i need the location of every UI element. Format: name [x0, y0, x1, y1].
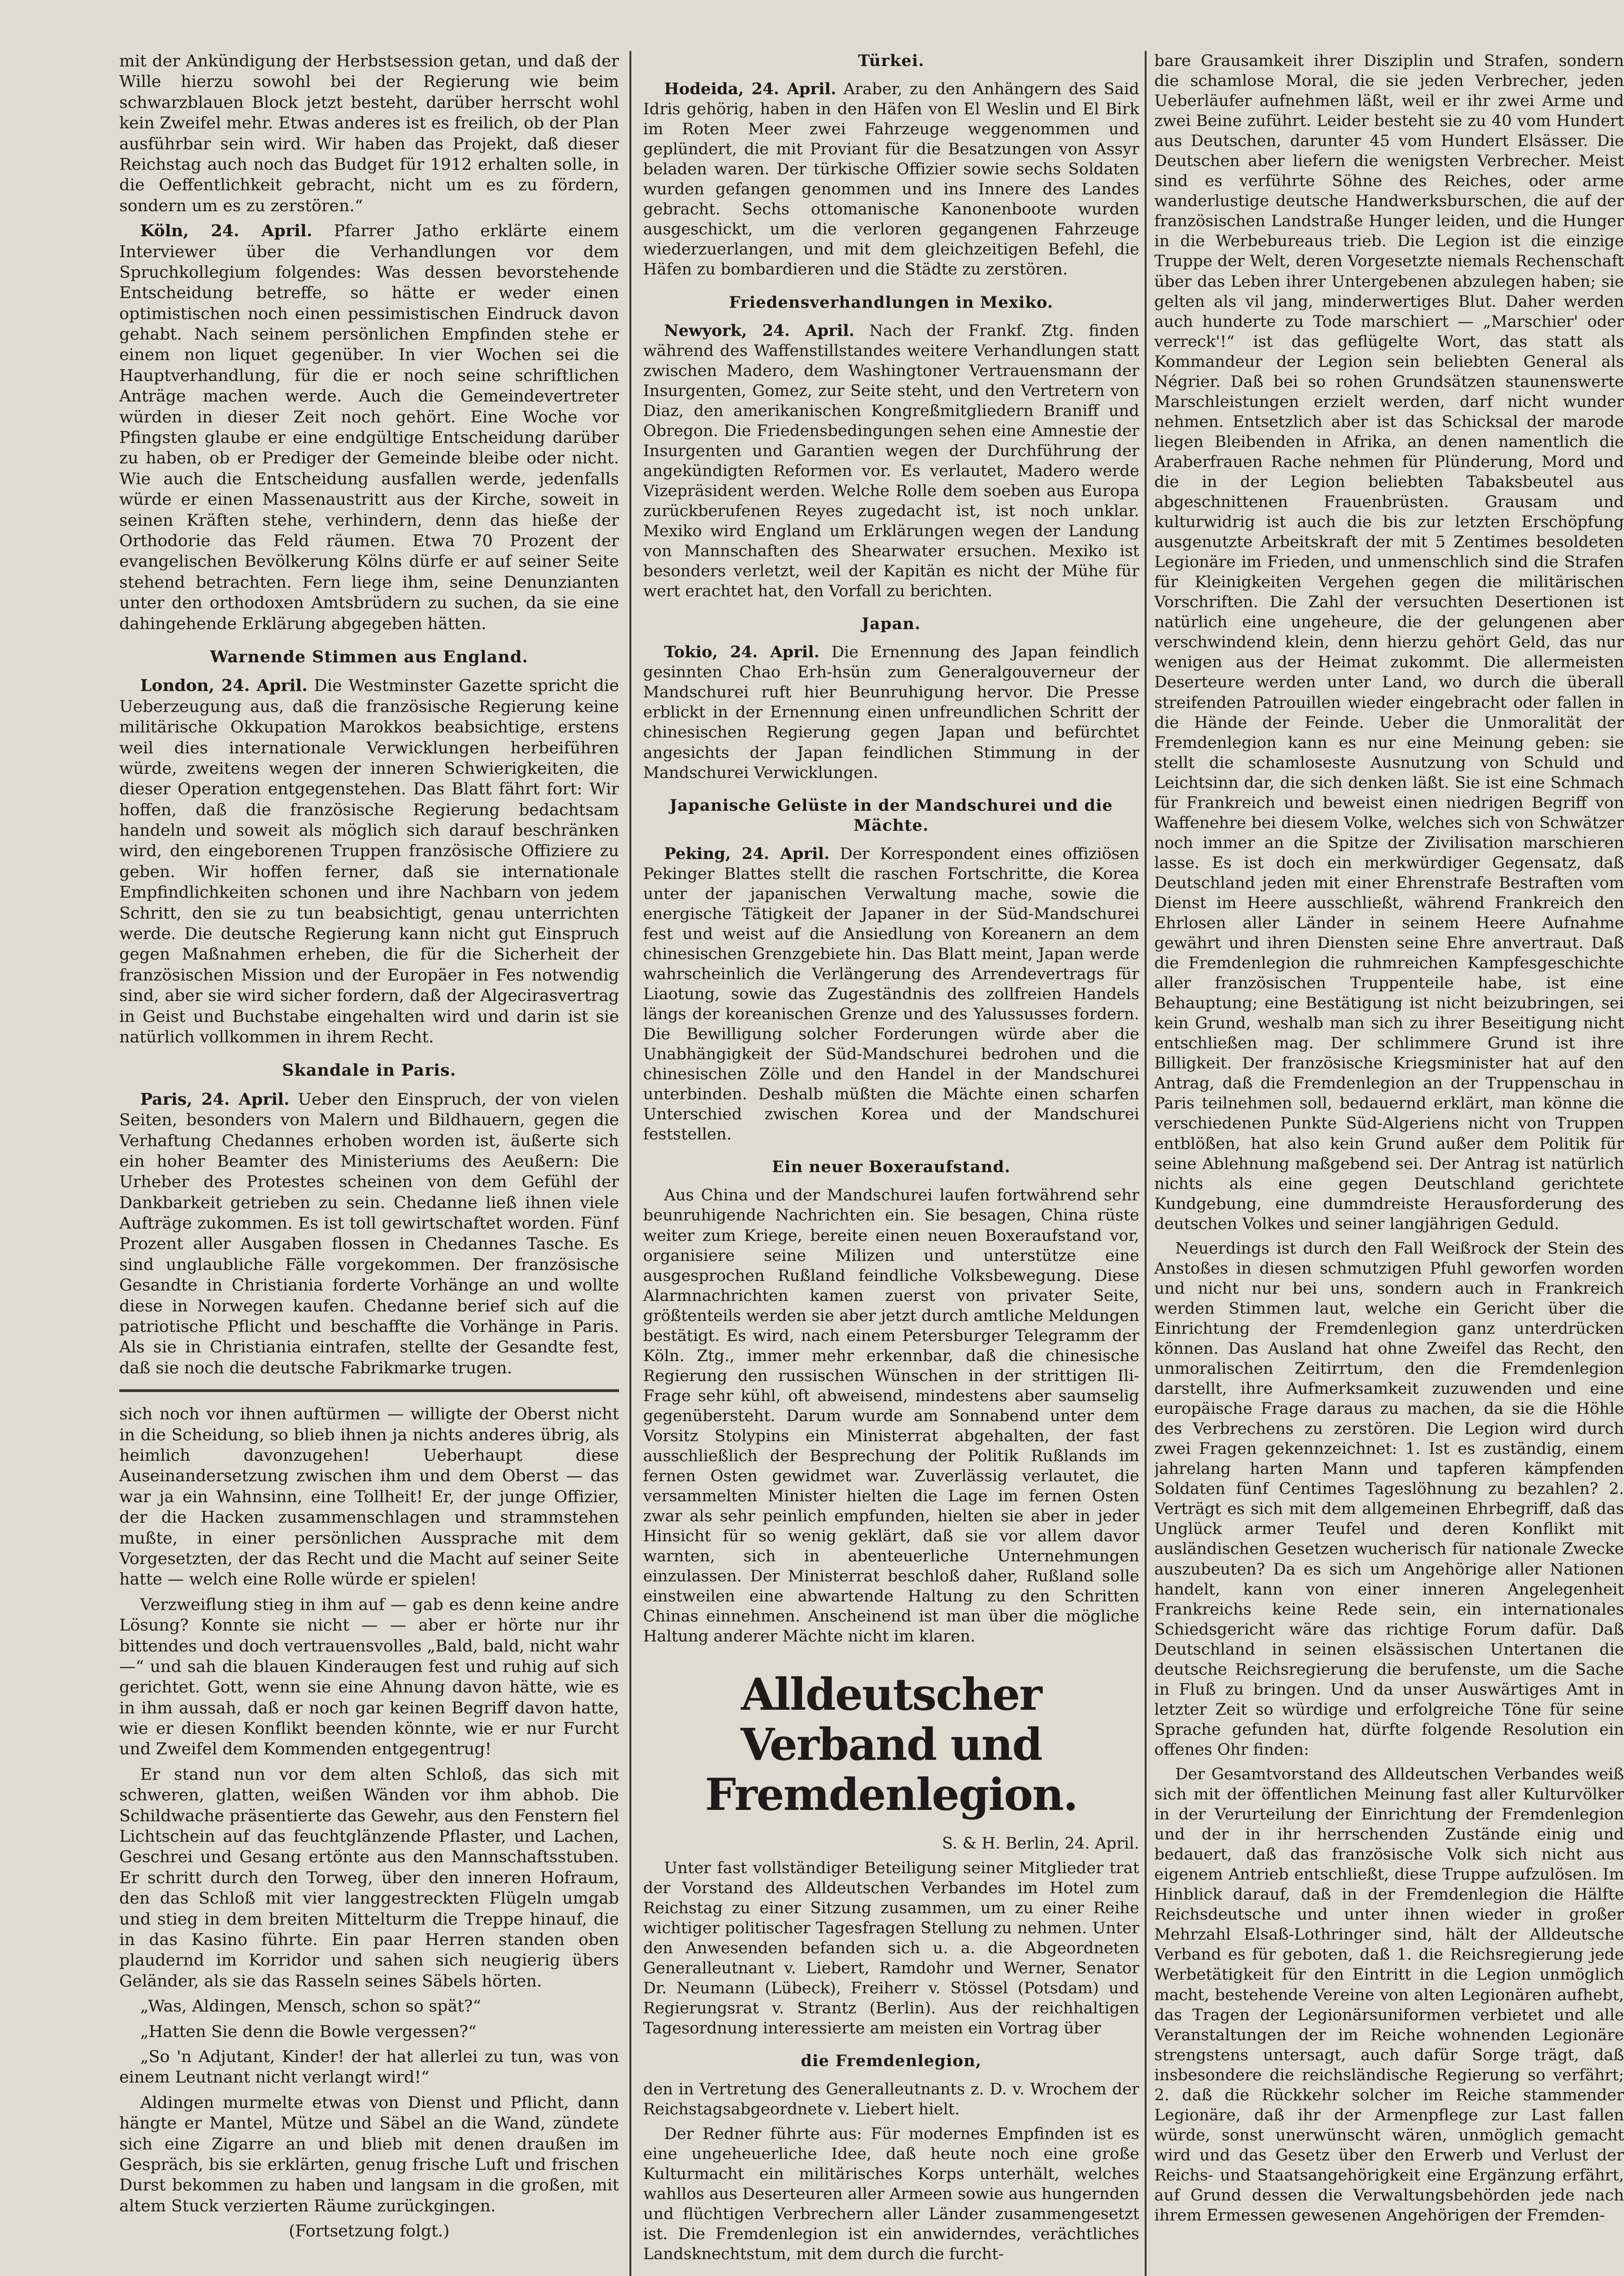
- article-text: Die Westminster Gazette spricht die Ueberzeugung aus, daß die französische Regierung keine militärische Okkupation Marokkos beabsichtige, erstens weil dies internationale Verwicklungen herbeiführen würde, zweitens wegen der inneren Schwierigkeiten, die dieser Operation entgegenstehen. Das Blatt fährt fort: Wir hoffen, daß die französische Regierung bedachtsam handeln und soweit als möglich sich darauf beschränken wird, den eingeborenen Truppen französische Offiziere zu geben. Wir hoffen ferner, daß sie internationale Empfindlichkeiten schonen und ihre Nachbarn von jedem Schritt, den sie zu tun beabsichtigt, genau unterrichten werde. Die deutsche Regierung kann nicht gut Einspruch gegen Maßnahmen erheben, die für die Sicherheit der französischen Mission und der Europäer in Fes notwendig sind, aber sie wird sicher fordern, daß der Algecirasvertrag in Geist und Buchstabe eingehalten wird und darin ist sie natürlich vollkommen in ihrem Recht.: [119, 676, 619, 1047]
- dateline: Paris, 24. April.: [140, 1089, 289, 1109]
- article-peking: [643, 844, 1139, 1145]
- dateline: Hodeida, 24. April.: [664, 80, 837, 99]
- column-rule-left: [629, 51, 631, 2276]
- article-text: Der Korrespondent eines offiziösen Pekinger Blattes stellt die raschen Fortschritte, die Korea unter der japanischen Verwaltung mache, sowie die energische Tätigkeit der Japaner in der Süd-Mandschurei fest und weist auf die Ansiedlung von Koreanern an dem chinesischen Grenzgebiete hin. Das Blatt meint, Japan werde wahrscheinlich die Verlängerung des Arrendevertrags für Liaotung, sowie das Zugeständnis des zollfreien Handels längs der koreanischen Grenze und des Yalussusses fordern. Die Bewilligung solcher Forderungen würde aber die Unabhängigkeit der Süd-Mandschurei bedrohen und die chinesischen Zölle und den Handel in der Mandschurei unterbinden. Deshalb müßten die Mächte einen scharfen Unterschied zwischen Korea und der Mandschurei feststellen.: [643, 844, 1139, 1144]
- article-text: Nach der Frankf. Ztg. finden während des Waffenstillstandes weitere Verhandlungen statt zwischen Madero, dem Washingtoner Vertrauensmann der Insurgenten, Gomez, zur Seite steht, und den Vertretern von Diaz, den amerikanischen Kongreßmitgliedern Braniff und Obregon. Die Friedensbedingungen sehen eine Amnestie der Insurgenten und Garantien wegen der Durchführung der angekündigten Reformen vor. Es verlautet, Madero werde Vizepräsident werden. Welche Rolle dem soeben aus Europa zurückberufenen Reyes zugedacht ist, ist noch unklar. Mexiko wird England um Erklärungen wegen der Landung von Mannschaften des Shearwater ersuchen. Mexiko ist besonders verletzt, weil der Kapitän es nicht der Mühe für wert erachtet hat, den Vorfall zu berichten.: [643, 321, 1139, 601]
- article-hodeida: [643, 79, 1139, 279]
- headline-japan: Japan.: [862, 615, 921, 634]
- feuilleton-paragraph: sich noch vor ihnen auftürmen — willigte der Oberst nicht in die Scheidung, so blieb ihnen ja nichts anderes übrig, als heimlich davonzugehen! Ueberhaupt diese Auseinandersetzung zwischen ihm und dem Oberst — das war ja ein Wahnsinn, eine Tollheit! Er, der junge Offizier, der die Hacken zusammenschlagen und strammstehen mußte, in einer persönlichen Aussprache mit dem Vorgesetzten, der das Recht und die Macht auf seiner Seite hatte — welch eine Rolle würde er spielen!: [119, 1405, 619, 1589]
- feuilleton-separator: [119, 1389, 619, 1392]
- dateline: Tokio, 24. April.: [664, 643, 820, 662]
- dateline: Köln, 24. April.: [140, 221, 313, 241]
- dateline: Newyork, 24. April.: [664, 321, 855, 340]
- article-berlin: Unter fast vollständiger Beteiligung seiner Mitglieder trat der Vorstand des Alldeutschen Verbandes im Hotel zum Reichstag zu einer Sitzung zusammen, um zu einer Reihe wichtiger politischer Tagesfragen Stellung zu nehmen. Unter den Anwesenden befanden sich u. a. die Abgeordneten Generalleutnant v. Liebert, Ramdohr und Werner, Senator Dr. Neumann (Lübeck), Freiherr v. Stössel (Potsdam) und Regierungsrat v. Strantz (Berlin). Aus der reichhaltigen Tagesordnung interessierte am meisten ein Vortrag über: [643, 1859, 1139, 2037]
- headline-paris: Skandale in Paris.: [282, 1061, 457, 1080]
- article-continuation: bare Grausamkeit ihrer Disziplin und Strafen, sondern die schamlose Moral, die sie jeden Verbrecher, jeden Ueberläufer aufnehmen läßt, weil er ihr zwei Arme und zwei Beine zuführt. Leider besteht sie zu 40 vom Hundert aus Deutschen, darunter 45 vom Hundert Elsässer. Die Deutschen aber liefern die wenigsten Verbrecher. Meist sind es verführte Söhne des Reiches, oder arme wanderlustige deutsche Handwerksburschen, die auf der französischen Landstraße Hunger leiden, und die Hunger in die Werbebureaus trieb. Die Legion ist die einzige Truppe der Welt, deren Vorgesetzte niemals Rechenschaft über das Leben ihrer Untergebenen abzulegen haben; sie gelten als vil jang, minderwertiges Blut. Daher werden auch hunderte zu Tode marschiert — „Marschier' oder verreck'!“ ist das geflügelte Wort, das statt als Kommandeur der Legion sein beliebten General als Négrier. Daß bei so rohen Grundsätzen staunenswerte Marschleistungen erzielt werden, darf nicht wunder nehmen. Entsetzlich aber ist das Schicksal der marode liegen Bleibenden in Afrika, an denen namentlich die Araberfrauen Rache nehmen für Plünderung, Mord und die in der Legion beliebten Tabaksbeutel aus abgeschnittenen Frauenbrüsten. Grausam und kulturwidrig ist auch die bis zur letzten Erschöpfung ausgenutzte Arbeitskraft der mit 5 Zentimes besoldeten Legionäre im Frieden, und unmenschlich sind die Strafen für Kleinigkeiten Vergehen gegen die militärischen Vorschriften. Die Zahl der versuchten Desertionen ist natürlich eine ungeheure, die der gelungenen aber verschwindend klein, denn hierzu gehört Geld, das nur wenigen aus der Heimat zukommt. Die allermeisten Deserteure werden unter Land, wo durch die überall streifenden Patrouillen wieder eingebracht oder fallen in die Hände der Feinde. Ueber die Unmoralität der Fremdenlegion kann es nur eine Meinung geben: sie stellt die schamloseste Ausnutzung von Schuld und Leichtsinn dar, die sich denken läßt. Sie ist eine Schmach für Frankreich und beweist einen niedrigen Begriff von Waffenehre bei diesem Volke, welches sich von Schwätzer noch immer an die Spitze der Zivilisation marschieren lasse. Es ist doch ein merkwürdiger Gegensatz, daß Deutschland jeden mit einer Ehrenstrafe Bestraften vom Dienst im Heere ausschließt, während Frankreich den Ehrlosen aller Länder in seinem Heere Aufnahme gewährt und ihren Diensten seine Ehre anvertraut. Daß die Fremdenlegion die ruhmreichen Kampfesgeschichte aller französischen Truppenteile habe, ist eine Behauptung; eine Bestätigung ist nicht beizubringen, sei kein Grund, weshalb man sich zu ihrer Beseitigung nicht entschließen mag. Der schlimmere Grund ist ihre Billigkeit. Der französische Kriegsminister hat auf den Antrag, daß die Fremdenlegion an der Truppenschau in Paris teilnehmen soll, bedauernd erklärt, man könne die verschiedenen Punkte Süd-Algeriens nicht von Truppen entblößen, hat also kein Grund außer dem Politik für seine Ablehnung maßgebend sei. Der Antrag ist natürlich nichts als eine gegen Deutschland gerichtete Kundgebung, eine dummdreiste Herausforderung des deutschen Volkes und seiner langjährigen Geduld.: [1154, 52, 1624, 1233]
- article-paragraph: den in Vertretung des Generalleutnants z. D. v. Wrochem der Reichstagsabgeordnete v. Liebert hielt.: [643, 2080, 1139, 2119]
- article-boxer: Aus China und der Mandschurei laufen fortwährend sehr beunruhigende Nachrichten ein. Sie besagen, China rüste weiter zum Kriege, bereite einen neuen Boxeraufstand vor, organisiere seine Milizen und unterstütze eine ausgesprochen Rußland feindliche Volksbewegung. Diese Alarmnachrichten kamen zuerst von privater Seite, größtenteils werden sie aber jetzt durch amtliche Meldungen bestätigt. Es wird, nach einem Petersburger Telegramm der Köln. Ztg., immer mehr erkennbar, daß die chinesische Regierung den russischen Wünschen in der strittigen Ili-Frage sehr kühl, oft abweisend, mindestens aber saumselig gegenübersteht. Darum wurde am Sonnabend unter dem Vorsitz Stolypins ein Ministerrat abgehalten, der fast ausschließlich der Besprechung der Politik Rußlands im fernen Osten gewidmet war. Zuverlässig verlautet, die versammelten Minister hielten die Lage im fernen Osten zwar als sehr peinlich empfunden, hielten sie aber in jeder Hinsicht für so wenig geklärt, daß sie vor allem davor warnten, sich in abenteuerliche Unternehmungen einzulassen. Der Ministerrat beschloß daher, Rußland solle einstweilen eine abwartende Haltung zu den Schritten Chinas einnehmen. Anscheinend ist man über die mögliche Haltung anderer Mächte nicht im klaren.: [643, 1186, 1139, 1646]
- article-text: Araber, zu den Anhängern des Said Idris gehörig, haben in den Häfen von El Weslin und El Birk im Roten Meer zwei Fahrzeuge weggenommen und geplündert, die mit Proviant für die Besatzungen von Assyr beladen waren. Der türkische Offizier sowie sechs Soldaten wurden gefangen genommen und ins Innere des Landes gebracht. Sechs ottomanische Kanonenboote wurden ausgeschickt, um die verloren gegangenen Fahrzeuge wiederzuerlangen, und mit dem gleichzeitigen Befehl, die Häfen zu bombardieren und die Städte zu zerstören.: [643, 80, 1139, 279]
- feuilleton-paragraph: Aldingen murmelte etwas von Dienst und Pflicht, dann hängte er Mantel, Mütze und Säbel an die Wand, zündete sich eine Zigarre an und blieb mit denen draußen im Gespräch, bis sie erklärten, genug frische Luft und frischen Durst bekommen zu haben und langsam in die großen, mit altem Stuck verzierten Räume zurückgingen.: [119, 2093, 619, 2215]
- feuilleton-dialogue: „Was, Aldingen, Mensch, schon so spät?“: [140, 1997, 482, 2016]
- continuation-note: (Fortsetzung folgt.): [289, 2222, 450, 2241]
- article-london: [119, 676, 619, 1047]
- article-tokio: [643, 642, 1139, 782]
- headline-boxeraufstand: Ein neuer Boxeraufstand.: [772, 1158, 1010, 1177]
- article-text: Ueber den Einspruch, der von vielen Seiten, besonders von Malern und Bildhauern, gegen die Verhaftung Chedannes erhoben worden ist, äußerte sich ein hoher Beamter des Ministeriums des Aeußern: Die Urheber des Protestes scheinen von dem Gefühl der Dankbarkeit getrieben zu sein. Chedanne ließ ihnen viele Aufträge zukommen. Es ist toll gewirtschaftet worden. Fünf Prozent aller Ausgaben flossen in Chedannes Tasche. Es sind unglaubliche Fälle vorgekommen. Der französische Gesandte in Christiania forderte Vorhänge an und wollte diese in Norwegen kaufen. Chedanne berief sich auf die patriotische Pflicht und beschaffte die Vorhänge in Paris. Als sie in Christiania eintrafen, stellte der Gesandte fest, daß sie noch die deutsche Fabrikmarke trugen.: [119, 1090, 619, 1377]
- article-text: Pfarrer Jatho erklärte einem Interviewer über die Verhandlungen vor dem Spruchkollegium folgendes: Was dessen bevorstehende Entscheidung betreffe, so hätte er weder einen optimistischen noch einen pessimistischen Eindruck davon gehabt. Nach seinem persönlichen Empfinden stehe er einem non liquet gegenüber. In vier Wochen sei die Hauptverhandlung, für die er noch seine schriftlichen Anträge machen werde. Auch die Gemeindevertreter würden in dieser Zeit noch gehört. Eine Woche vor Pfingsten glaube er eine endgültige Entscheidung darüber zu haben, ob er Prediger der Gemeinde bleibe oder nicht. Wie auch die Entscheidung ausfallen werde, jedenfalls würde er einen Massenaustritt aus der Kirche, soweit in seinen Kräften stehe, verhindern, denn das hieße der Orthodorie das Feld räumen. Etwa 70 Prozent der evangelischen Bevölkerung Kölns dürfe er auf seiner Seite stehend betrachten. Fern liege ihm, seine Denunzianten unter den orthodoxen Amtsbrüdern zu suchen, da sie eine dahingehende Erklärung abgegeben hätten.: [119, 222, 619, 633]
- column-rule-right: [1145, 51, 1147, 2276]
- feuilleton-dialogue: „So 'n Adjutant, Kinder! der hat allerlei zu tun, was von einem Leutnant nicht verlangt wird!“: [119, 2047, 619, 2087]
- article-paragraph: Neuerdings ist durch den Fall Weißrock der Stein des Anstoßes in diesen schmutzigen Pfuhl geworfen worden und nicht nur bei uns, sondern auch in Frankreich werden Stimmen laut, welche ein Gericht über die Einrichtung der Fremdenlegion ganz unterdrücken können. Das Ausland hat ohne Zweifel das Recht, den unmoralischen Zeitirrtum, den die Fremdenlegion darstellt, ihre Aufmerksamkeit zuzuwenden und eine europäische Frage daraus zu machen, da sie die Höhle des Verbrechens zu zerstören. Die Legion wird durch zwei Fragen gekennzeichnet: 1. Ist es zuständig, einem jahrelang harten Mann und tapferen kämpfenden Soldaten fünf Centimes Tageslöhnung zu bezahlen? 2. Verträgt es sich mit dem allgemeinen Ehrbegriff, daß das Unglück armer Teufel und deren Konflikt mit ausländischen Gesetzen wucherisch für nationale Zwecke auszubeuten? Da es sich um Angehörige aller Nationen handelt, kann von einer inneren Angelegenheit Frankreichs keine Rede sein, ein internationales Schiedsgericht wäre das richtige Forum dafür. Daß Deutschland in seinen elsässischen Untertanen die deutsche Reichsregierung die berufenste, um die Sache in Fluß zu bringen. Und da unser Auswärtiges Amt in letzter Zeit so würdige und erfolgreiche Töne für seine Sprache gefunden hat, dürfte folgende Resolution ein offenes Ohr finden:: [1154, 1239, 1624, 1759]
- column-middle: [643, 51, 1139, 2276]
- headline-mandschurei: Japanische Gelüste in der Mandschurei und die Mächte.: [670, 796, 1113, 835]
- column-left: [119, 51, 619, 2276]
- feuilleton-paragraph: Er stand nun vor dem alten Schloß, das sich mit schweren, glatten, weißen Wänden vor ihm abhob. Die Schildwache präsentierte das Gewehr, aus den Fenstern fiel Lichtschein auf das feuchtglänzende Pflaster, und Lachen, Geschrei und Gesang ertönte aus den Mannschaftsstuben. Er schritt durch den Torweg, über den inneren Hofraum, den das Schloß mit vier langgestreckten Flügeln umgab und stieg in dem breiten Mittelturm die Treppe hinauf, die in das Kasino führte. Ein paar Herren standen oben plaudernd im Korridor und sahen sich neugierig übers Geländer, als sie das Rasseln seines Säbels hörten.: [119, 1765, 619, 1991]
- headline-mexiko: Friedensverhandlungen in Mexiko.: [729, 293, 1054, 312]
- article-text: Die Ernennung des Japan feindlich gesinnten Chao Erh-hsün zum Generalgouverneur der Mandschurei ruft hier Beunruhigung hervor. Die Presse erblickt in der Ernennung einen unfreundlichen Schritt der chinesischen Regierung gegen Japan und befürchtet angesichts der Japan feindlichen Stimmung in der Mandschurei Verwicklungen.: [643, 643, 1139, 782]
- article-newyork: [643, 321, 1139, 602]
- feuilleton-dialogue: „Hatten Sie denn die Bowle vergessen?“: [140, 2022, 477, 2041]
- article-paragraph: Der Redner führte aus: Für modernes Empfinden ist es eine ungeheuerliche Idee, daß heute noch eine große Kulturmacht ein militärisches Korps unterhält, welches wahllos aus Deserteuren aller Armeen sowie aus hungernden und flüchtigen Verbrechern aller Länder zusammengesetzt ist. Die Fremdenlegion ist ein anwiderndes, verächtliches Landsknechtstum, mit dem durch die furcht-: [643, 2125, 1139, 2264]
- article-continuation: mit der Ankündigung der Herbstsession getan, und daß der Wille hierzu sowohl bei der Regierung wie beim schwarzblauen Block jetzt besteht, darüber herrscht wohl kein Zweifel mehr. Etwas anderes ist es freilich, ob der Plan ausführbar sein wird. Wir haben das Projekt, daß dieser Reichstag auch noch das Budget für 1912 erhalten solle, in die Oeffentlichkeit gebracht, nicht um es zu fördern, sondern um es zu zerstören.“: [119, 52, 619, 215]
- article-paris: [119, 1089, 619, 1378]
- headline-england: Warnende Stimmen aus England.: [210, 647, 528, 666]
- feuilleton-paragraph: Verzweiflung stieg in ihm auf — gab es denn keine andre Lösung? Konnte sie nicht — — aber er hörte nur ihr bittendes und doch vertrauensvolles „Bald, bald, nicht wahr —“ und sah die blauen Kinderaugen fest und ruhig auf sich gerichtet. Gott, wenn sie eine Ahnung davon hätte, wie es in ihm aussah, daß er noch gar keinen Begriff davon hatte, wie er diesen Konflikt beenden könnte, wie er nur Furcht und Zweifel dem Kommenden entgegentrug!: [119, 1595, 619, 1759]
- article-koeln: [119, 221, 619, 634]
- dateline: Peking, 24. April.: [664, 844, 830, 863]
- subheadline-fremdenlegion: die Fremdenlegion,: [801, 2051, 982, 2070]
- byline: S. & H. Berlin, 24. April.: [942, 1834, 1139, 1853]
- dateline: London, 24. April.: [140, 676, 308, 696]
- resolution-text: Der Gesamtvorstand des Alldeutschen Verbandes weiß sich mit der öffentlichen Meinung fast aller Kulturvölker in der Verurteilung der Einrichtung der Fremdenlegion und der in ihr herrschenden Zustände einig und bedauert, daß das französische Volk sich nicht aus eigenem Antrieb entschließt, diese Truppe aufzulösen. Im Hinblick darauf, daß in der Fremdenlegion die Hälfte Reichsdeutsche und unter ihnen wieder in großer Mehrzahl Elsaß-Lothringer sind, hält der Alldeutsche Verband es für geboten, daß 1. die Reichsregierung jede Werbetätigkeit für den Eintritt in die Legion unmöglich macht, bestehende Vereine von alten Legionären aufhebt, das Tragen der Legionärsuniformen verbietet und alle Veranstaltungen der im Reiche wohnenden Legionäre strengstens untersagt, auch dafür Sorge trägt, daß insbesondere die reichsländische Regierung so verfährt; 2. daß die Rückkehr solcher im Reiche stammender Legionäre, daß ihr der Armenpflege zur Last fallen würde, sonst unerwünscht wären, unmöglich gemacht wird und das Gesetz über den Erwerb und Verlust der Reichs- und Staatsangehörigkeit eine Ergänzung erfährt, auf Grund dessen die Verwaltungsbehörden jede nach ihrem Ermessen gewesenen Angehörigen der Fremden-: [1154, 1765, 1624, 2225]
- headline-main: Alldeutscher Verband und Fremdenlegion.: [705, 1668, 1078, 1820]
- headline-tuerkei: Türkei.: [858, 51, 924, 70]
- column-right: [1154, 51, 1624, 2276]
